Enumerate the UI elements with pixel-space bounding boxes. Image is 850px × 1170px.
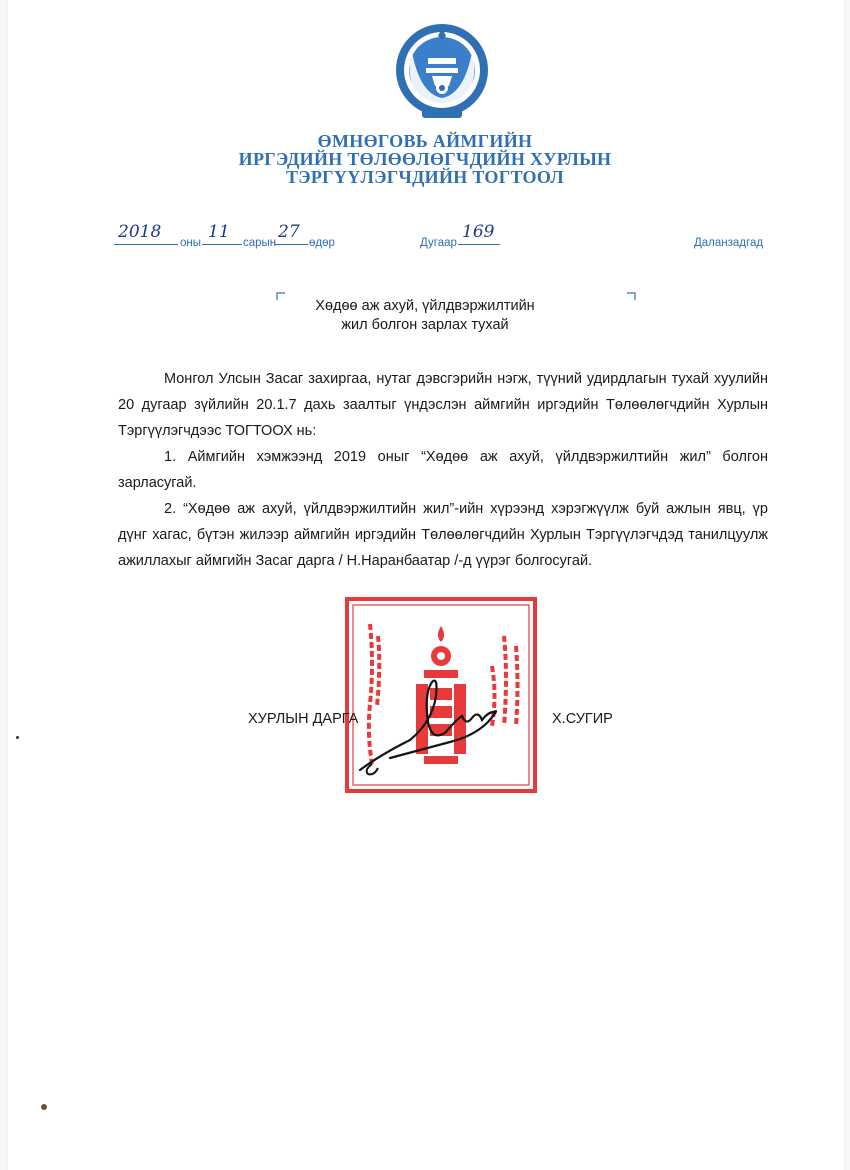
chairman-signature — [350, 660, 525, 780]
signatory-title: ХУРЛЫН ДАРГА — [248, 711, 359, 727]
number-label: Дугаар — [420, 237, 457, 249]
body-paragraph-1: Монгол Улсын Засаг захиргаа, нутаг дэвсгэрийн нэгж, түүний удирдлагын тухай хуулийн 20 дугаар зүйлийн 20.1.7 дахь заалтыг үндэслэн аймгийн иргэдийн Төлөөлөгчдийн Хурлын Тэргүүлэгчдээс ТОГТООХ нь: — [118, 371, 768, 439]
decree-title-line-2: жил болгон зарлах тухай — [341, 317, 509, 333]
month-label: сарын — [243, 237, 277, 249]
decree-title-line-1: Хөдөө аж ахуй, үйлдвэржилтийн — [315, 298, 535, 314]
header-line-1: ӨМНӨГОВЬ АЙМГИЙН — [317, 131, 533, 151]
place-label: Даланзадгад — [694, 237, 764, 249]
decree-body — [118, 366, 768, 574]
header-line-3: ТЭРГҮҮЛЭГЧДИЙН ТОГТООЛ — [286, 167, 564, 187]
number-value: 169 — [462, 222, 495, 242]
state-emblem-icon — [392, 18, 492, 130]
month-value: 11 — [208, 222, 230, 242]
year-label: оны — [180, 237, 202, 249]
day-value: 27 — [278, 222, 300, 242]
paper-speck — [41, 1104, 47, 1110]
date-number-line — [112, 222, 772, 252]
body-item-2: 2. “Хөдөө аж ахуй, үйлдвэржилтийн жил”-ийн хүрээнд хэрэгжүүлж буй ажлын явц, үр дүнг хагас, бүтэн жилээр аймгийн иргэдийн Төлөөлөгчдийн Хурлын Тэргүүлэгчдэд танилцуулж ажиллахыг аймгийн Засаг дарга / Н.Наранбаатар /-д үүрэг болгосугай. — [118, 501, 768, 569]
signatory-name: Х.СУГИР — [552, 711, 613, 727]
paper-speck — [16, 736, 19, 739]
header-line-2: ИРГЭДИЙН ТӨЛӨӨЛӨГЧДИЙН ХУРЛЫН — [238, 149, 612, 169]
body-item-1: 1. Аймгийн хэмжээнд 2019 оныг “Хөдөө аж ахуй, үйлдвэржилтийн жил” болгон зарласугай. — [118, 449, 768, 491]
year-value: 2018 — [118, 222, 162, 242]
day-label: өдөр — [309, 237, 335, 249]
